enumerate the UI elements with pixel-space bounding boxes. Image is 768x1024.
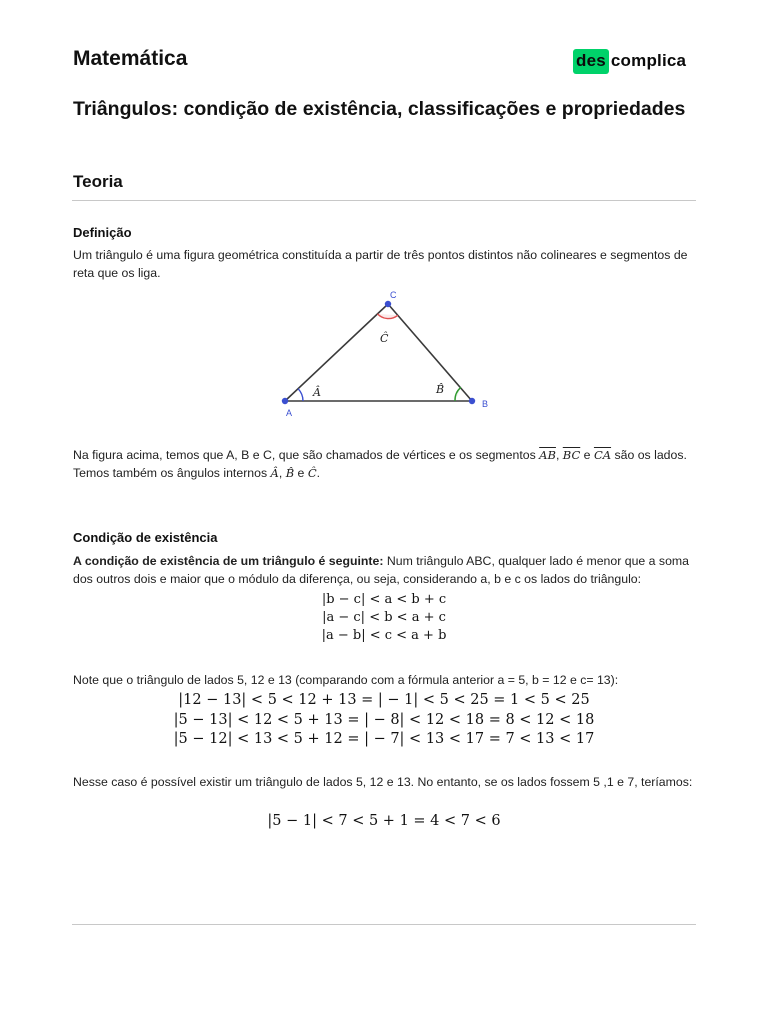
figure-description bbox=[73, 446, 695, 482]
vertex-c-label: C bbox=[390, 290, 397, 300]
segment-ca: $\overline{CA}$ bbox=[593, 448, 612, 462]
figure-text-part: , bbox=[278, 466, 286, 480]
counter-equation: |5 − 1| < 7 < 5 + 1 = 4 < 7 < 6 bbox=[267, 813, 501, 829]
triangle-figure bbox=[275, 286, 500, 418]
angle-b-inline: B̂ bbox=[285, 466, 295, 480]
counter-example-equation bbox=[0, 812, 768, 832]
example-equation: |5 − 12| < 13 < 5 + 12 = | − 7| < 13 < 17 = 7 < 13 < 17 bbox=[173, 731, 595, 747]
condition-heading: Condição de existência bbox=[73, 530, 218, 545]
definition-heading: Definição bbox=[73, 225, 132, 240]
figure-text-part: são os lados. bbox=[611, 448, 687, 462]
angle-b-arc bbox=[455, 387, 461, 401]
figure-description-line2 bbox=[73, 464, 695, 482]
angle-c-label: Ĉ bbox=[380, 332, 389, 345]
example-equations bbox=[0, 691, 768, 750]
vertex-a-point bbox=[282, 398, 288, 404]
figure-text-part: Na figura acima, temos que A, B e C, que são chamados de vértices e os segmentos bbox=[73, 448, 540, 462]
condition-lead: A condição de existência de um triângulo é seguinte: bbox=[73, 554, 384, 568]
footer-divider bbox=[72, 924, 696, 925]
condition-body: Num triângulo ABC, qualquer lado é menor que a soma dos outros dois e maior que o módulo da diferença, ou seja, considerando a, b e c os lados do triângulo: bbox=[73, 554, 690, 586]
definition-text: Um triângulo é uma figura geométrica constituída a partir de três pontos distintos não colineares e segmentos de reta que os liga. bbox=[73, 248, 688, 280]
figure-text-part: Temos também os ângulos internos bbox=[73, 466, 271, 480]
angle-b-label: B̂ bbox=[436, 383, 445, 396]
logo-text: complica bbox=[610, 51, 687, 70]
side-bc bbox=[388, 304, 472, 401]
inequality-line: |a − b| < c < a + b bbox=[321, 628, 447, 643]
logo-highlight: des bbox=[573, 49, 609, 74]
figure-text-part: e bbox=[580, 448, 594, 462]
angle-a-label: Â bbox=[313, 386, 321, 399]
figure-text-part: . bbox=[316, 466, 321, 480]
vertex-b-label: B bbox=[482, 399, 489, 409]
angle-a-inline: Â bbox=[270, 466, 279, 480]
example-equation: |12 − 13| < 5 < 12 + 13 = | − 1| < 5 < 25 = 1 < 5 < 25 bbox=[178, 692, 590, 708]
document-title: Triângulos: condição de existência, classificações e propriedades bbox=[73, 98, 686, 120]
example-text: Note que o triângulo de lados 5, 12 e 13 (comparando com a fórmula anterior a = 5, b = 12 e c= 13): bbox=[73, 673, 619, 687]
angle-c-arc bbox=[378, 314, 398, 319]
counter-example-text: Nesse caso é possível existir um triângulo de lados 5, 12 e 13. No entanto, se os lados fossem 5 ,1 e 7, teríamos: bbox=[73, 775, 693, 789]
angle-a-arc bbox=[298, 389, 303, 401]
angle-c-inline: Ĉ bbox=[307, 466, 317, 480]
figure-text-part: , bbox=[555, 448, 563, 462]
section-divider bbox=[72, 200, 696, 201]
inequality-line: |a − c| < b < a + c bbox=[322, 610, 446, 625]
descomplica-logo bbox=[573, 48, 686, 74]
inequality-line: |b − c| < a < b + c bbox=[321, 592, 447, 607]
condition-text bbox=[73, 552, 695, 588]
vertex-a-label: A bbox=[286, 408, 293, 418]
figure-description-line1 bbox=[73, 446, 695, 464]
inequality-block bbox=[0, 591, 768, 645]
section-title: Teoria bbox=[73, 172, 123, 191]
segment-ab: $\overline{AB}$ bbox=[539, 448, 556, 462]
side-ac bbox=[285, 304, 388, 401]
vertex-c-point bbox=[385, 301, 391, 307]
subject-title: Matemática bbox=[73, 47, 188, 70]
figure-text-part: e bbox=[294, 466, 308, 480]
segment-bc: $\overline{BC}$ bbox=[562, 448, 581, 462]
vertex-b-point bbox=[469, 398, 475, 404]
example-equation: |5 − 13| < 12 < 5 + 13 = | − 8| < 12 < 18 = 8 < 12 < 18 bbox=[173, 711, 595, 728]
